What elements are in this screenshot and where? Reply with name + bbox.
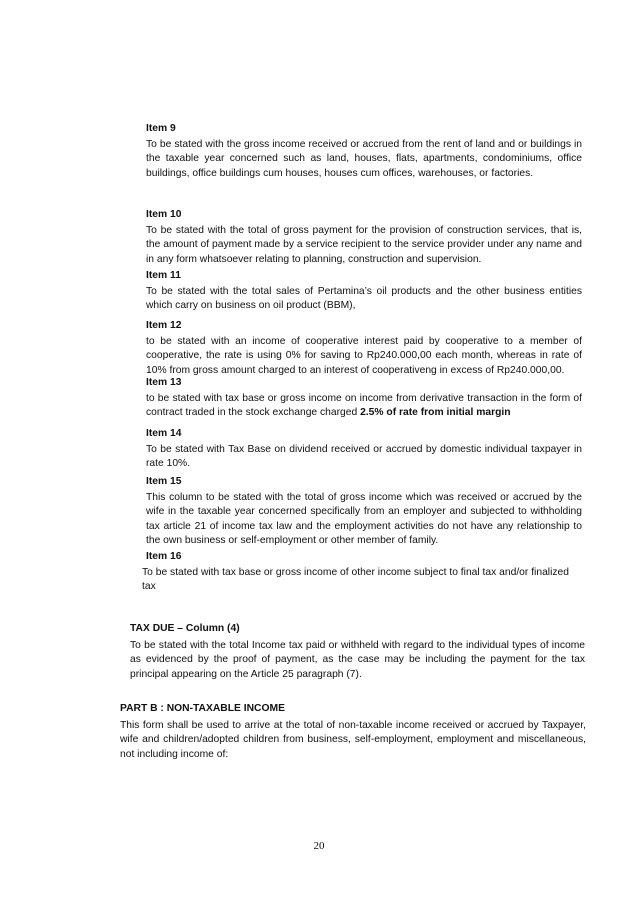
item-12	[146, 319, 582, 378]
item-heading: Item 15	[146, 476, 182, 487]
tax-due-section	[130, 622, 585, 682]
item-14	[146, 427, 582, 472]
item-heading: Item 12	[146, 320, 182, 331]
item-heading: Item 9	[146, 123, 176, 134]
item-text-plain: to be stated with tax base or gross income on income from derivative transaction in the form of contract traded in the stock exchange charged	[146, 393, 582, 419]
item-15	[146, 475, 582, 548]
page-number: 20	[313, 840, 325, 852]
item-heading: Item 13	[146, 377, 182, 388]
item-16	[142, 550, 582, 595]
item-heading: Item 11	[146, 270, 181, 281]
section-heading: PART B : NON-TAXABLE INCOME	[120, 703, 285, 714]
section-heading: TAX DUE – Column (4)	[130, 623, 240, 634]
item-text: To be stated with the total sales of Pertamina’s oil products and the other business entities which carry on business on oil product (BBM),	[146, 286, 582, 312]
section-text: To be stated with the total Income tax paid or withheld with regard to the individual types of income as evidenced by the proof of payment, as the case may be including the payment for the tax principal appearing on the Article 25 paragraph (7).	[130, 640, 585, 680]
item-11	[146, 269, 582, 314]
section-text: This form shall be used to arrive at the total of non-taxable income received or accrued by Taxpayer, wife and children/adopted children from business, self-employment, employment and miscellaneous, not including income of:	[120, 720, 586, 760]
item-text: To be stated with Tax Base on dividend received or accrued by domestic individual taxpayer in rate 10%.	[146, 444, 582, 470]
item-13	[146, 376, 582, 421]
item-10	[146, 208, 582, 267]
part-b-section	[120, 702, 586, 762]
item-text: To be stated with the total of gross payment for the provision of construction services, that is, the amount of payment made by a service recipient to the service provider under any name and in any form whatsoever relating to planning, construction and supervision.	[146, 225, 582, 265]
item-text: To be stated with the gross income received or accrued from the rent of land and or buildings in the taxable year concerned such as land, houses, flats, apartments, condominiums, office buildings, office buildings cum houses, houses cum offices, warehouses, or factories.	[146, 139, 582, 179]
item-9	[146, 122, 582, 181]
item-heading: Item 16	[146, 551, 182, 562]
item-text: This column to be stated with the total of gross income which was received or accrued by the wife in the taxable year concerned specifically from an employer and subjected to withholding tax article 21 of income tax law and the employment activities do not have any relationship to the own business or self-employment or other member of family.	[146, 492, 582, 546]
item-text-bold: 2.5% of rate from initial margin	[360, 407, 511, 419]
item-text: to be stated with an income of cooperative interest paid by cooperative to a member of cooperative, the rate is using 0% for saving to Rp240.000,00 each month, whereas in rate of 10% from gross amount charged to an interest of cooperativeng in excess of Rp240.000,00.	[146, 336, 582, 376]
item-heading: Item 14	[146, 428, 182, 439]
item-text: To be stated with tax base or gross income of other income subject to final tax and/or finalized tax	[142, 567, 569, 593]
item-heading: Item 10	[146, 209, 182, 220]
item-text	[146, 392, 582, 420]
